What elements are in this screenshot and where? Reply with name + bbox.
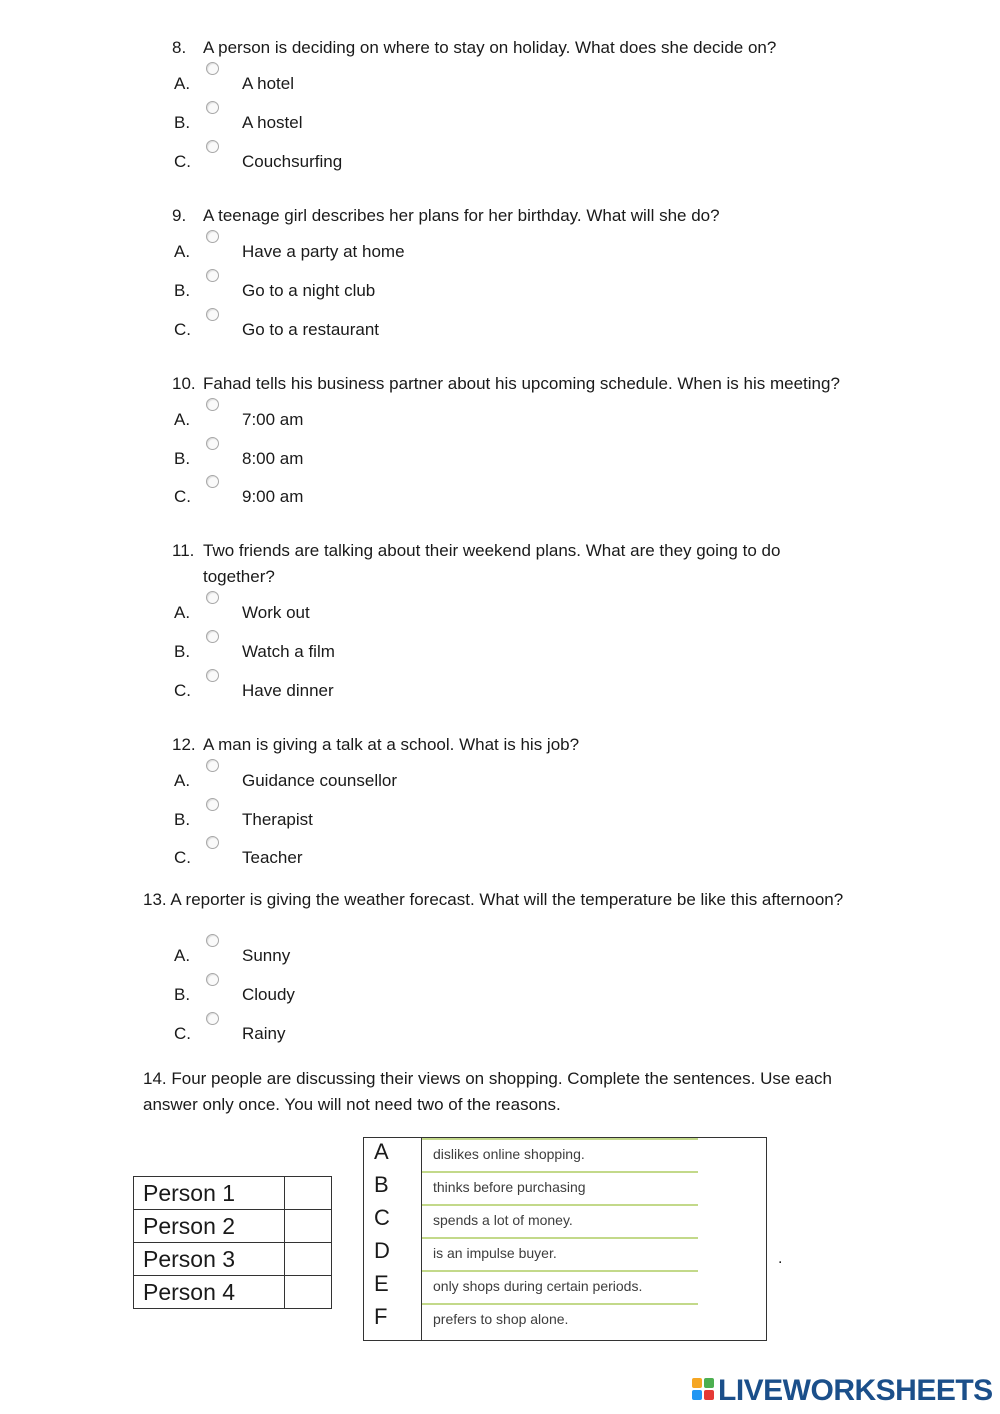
radio-button[interactable] <box>206 398 219 411</box>
reason-letter: F <box>374 1304 388 1329</box>
radio-button[interactable] <box>206 630 219 643</box>
person-label: Person 3 <box>134 1243 285 1276</box>
reason-row <box>364 1270 766 1303</box>
option-text: Couchsurfing <box>242 152 343 171</box>
question-text: Fahad tells his business partner about his upcoming schedule. When is his meeting? <box>203 374 840 393</box>
radio-button[interactable] <box>206 269 219 282</box>
persons-answer-table <box>133 1176 332 1309</box>
question-number: 8. <box>172 38 187 57</box>
reason-letter: A <box>374 1139 389 1164</box>
option-text: Sunny <box>242 946 291 965</box>
option-text: Work out <box>242 603 310 622</box>
reason-letter: D <box>374 1238 390 1263</box>
option-letter: A. <box>174 603 191 622</box>
option-letter: C. <box>174 848 191 867</box>
question-number: 9. <box>172 206 187 225</box>
reason-text: only shops during certain periods. <box>433 1278 643 1294</box>
reason-letter: C <box>374 1205 390 1230</box>
option-text: Rainy <box>242 1024 286 1043</box>
option-letter: C. <box>174 320 191 339</box>
option-text: 8:00 am <box>242 449 304 468</box>
reason-row <box>364 1237 766 1270</box>
option-letter: B. <box>174 642 191 661</box>
trailing-period: . <box>778 1250 783 1267</box>
option-text: Have a party at home <box>242 242 405 261</box>
radio-button[interactable] <box>206 798 219 811</box>
reasons-box <box>363 1137 767 1341</box>
reason-letter: E <box>374 1271 389 1296</box>
option-text: Have dinner <box>242 681 334 700</box>
answer-box[interactable] <box>285 1210 332 1243</box>
radio-button[interactable] <box>206 973 219 986</box>
reason-text: spends a lot of money. <box>433 1212 573 1228</box>
radio-button[interactable] <box>206 140 219 153</box>
logo-wordmark: LIVEWORKSHEETS <box>718 1374 993 1407</box>
person-label: Person 2 <box>134 1210 285 1243</box>
option-text: 9:00 am <box>242 487 304 506</box>
reason-text: thinks before purchasing <box>433 1179 586 1195</box>
reason-row <box>364 1204 766 1237</box>
answer-box[interactable] <box>285 1276 332 1309</box>
reason-row <box>364 1303 766 1336</box>
option-letter: C. <box>174 152 191 171</box>
reason-letter: B <box>374 1172 389 1197</box>
reason-text: dislikes online shopping. <box>433 1146 585 1162</box>
option-text: Therapist <box>242 810 313 829</box>
radio-button[interactable] <box>206 62 219 75</box>
option-letter: A. <box>174 410 191 429</box>
option-text: Teacher <box>242 848 303 867</box>
radio-button[interactable] <box>206 669 219 682</box>
option-letter: A. <box>174 74 191 93</box>
table-row <box>134 1177 332 1210</box>
option-text: A hostel <box>242 113 303 132</box>
radio-button[interactable] <box>206 230 219 243</box>
option-letter: B. <box>174 810 191 829</box>
question-14-text: 14. Four people are discussing their views on shopping. Complete the sentences. Use each answer only once. You will not need two of the reasons. <box>143 1069 832 1114</box>
option-text: Guidance counsellor <box>242 771 397 790</box>
reason-text: is an impulse buyer. <box>433 1245 557 1261</box>
option-letter: A. <box>174 946 191 965</box>
radio-button[interactable] <box>206 591 219 604</box>
option-text: 7:00 am <box>242 410 304 429</box>
answer-box[interactable] <box>285 1177 332 1210</box>
option-text: Go to a restaurant <box>242 320 380 339</box>
reason-row <box>364 1171 766 1204</box>
option-text: Cloudy <box>242 985 295 1004</box>
table-row <box>134 1276 332 1309</box>
radio-button[interactable] <box>206 101 219 114</box>
table-row <box>134 1243 332 1276</box>
radio-button[interactable] <box>206 934 219 947</box>
option-text: Go to a night club <box>242 281 376 300</box>
answer-box[interactable] <box>285 1243 332 1276</box>
option-letter: B. <box>174 449 191 468</box>
option-text: A hotel <box>242 74 294 93</box>
option-text: Watch a film <box>242 642 335 661</box>
person-label: Person 1 <box>134 1177 285 1210</box>
option-letter: C. <box>174 1024 191 1043</box>
question-text: A man is giving a talk at a school. What is his job? <box>203 735 580 754</box>
question-text: Two friends are talking about their weekend plans. What are they going to do together? <box>203 541 781 586</box>
radio-button[interactable] <box>206 759 219 772</box>
radio-button[interactable] <box>206 1012 219 1025</box>
person-label: Person 4 <box>134 1276 285 1309</box>
question-text: A teenage girl describes her plans for her birthday. What will she do? <box>203 206 720 225</box>
option-letter: B. <box>174 113 191 132</box>
radio-button[interactable] <box>206 437 219 450</box>
question-number: 12. <box>172 735 196 754</box>
option-letter: B. <box>174 985 191 1004</box>
question-text: A person is deciding on where to stay on holiday. What does she decide on? <box>203 38 777 57</box>
option-letter: C. <box>174 681 191 700</box>
table-row <box>134 1210 332 1243</box>
question-number: 11. <box>172 541 195 560</box>
question-number: 10. <box>172 374 196 393</box>
question-13-text: 13. A reporter is giving the weather forecast. What will the temperature be like this afternoon? <box>143 890 844 909</box>
logo-grid-icon <box>692 1378 716 1402</box>
option-letter: B. <box>174 281 191 300</box>
reason-text: prefers to shop alone. <box>433 1311 569 1327</box>
radio-button[interactable] <box>206 475 219 488</box>
radio-button[interactable] <box>206 836 219 849</box>
option-letter: C. <box>174 487 191 506</box>
option-letter: A. <box>174 242 191 261</box>
reason-row <box>364 1138 766 1171</box>
option-letter: A. <box>174 771 191 790</box>
radio-button[interactable] <box>206 308 219 321</box>
